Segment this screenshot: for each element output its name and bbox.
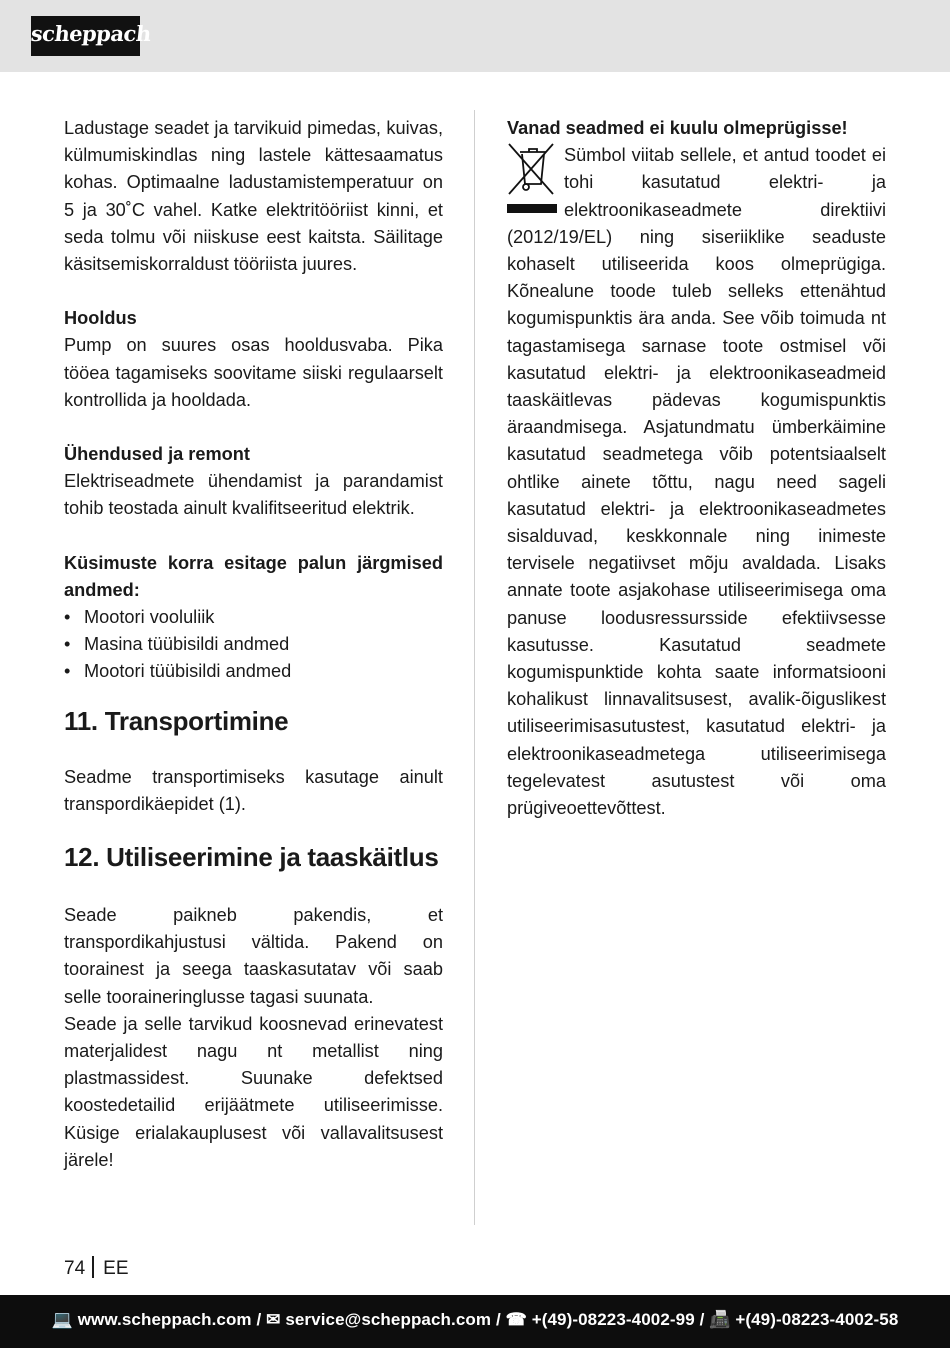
section-11-paragraph: Seadme transportimiseks kasutage ainult transpordikäepidet (1). — [64, 766, 443, 814]
section-12-paragraph-1: Seade paikneb pakendis, et transpordikahjustusi vältida. Pakend on toorainest ja seega taaskasutatav või saab selle tooraineringlusse tagasi suunata. — [64, 905, 443, 1007]
list-item: • Mootori vooluliik — [64, 604, 443, 631]
left-column — [64, 115, 443, 1174]
maintenance-heading: Hooldus — [64, 308, 137, 329]
questions-heading: Küsimuste korra esitage palun järgmised andmed: — [64, 552, 443, 600]
phone-number: +(49)-08223-4002-99 — [531, 1310, 695, 1329]
page-number — [64, 1256, 129, 1281]
column-divider — [474, 110, 475, 1225]
scheppach-logo — [29, 16, 153, 56]
weee-heading: Vanad seadmed ei kuulu olmeprügisse! — [507, 118, 848, 138]
storage-paragraph: Ladustage seadet ja tarvikuid pimedas, kuivas, külmumiskindlas ning lastele kättesaamatus kohas. Optimaalne ladustamistemperatuur on 5 ja 30˚C vahel. Katke elektritööriist kinni, et seda tolmu või niiskuse eest kaitsta. Säilitage käsitsemiskorraldust tööriista juures. — [64, 118, 443, 275]
envelope-icon: ✉ — [266, 1310, 281, 1329]
footer-separator: / — [495, 1310, 501, 1329]
page-language: EE — [103, 1258, 129, 1279]
maintenance-paragraph: Pump on suures osas hooldusvaba. Pika tööea tagamiseks soovitame siiski regulaarselt kontrollida ja hooldada. — [64, 335, 443, 410]
footer-separator: / — [256, 1310, 262, 1329]
fax-number: +(49)-08223-4002-58 — [735, 1310, 899, 1329]
page-number-value: 74 — [64, 1258, 86, 1279]
section-11-title: 11. Transportimine — [64, 705, 289, 736]
footer-contact — [0, 1310, 950, 1330]
right-column — [507, 115, 886, 822]
telephone-icon: ☎ — [505, 1310, 527, 1329]
footer-band — [0, 1295, 950, 1348]
computer-icon: 💻 — [51, 1310, 73, 1329]
header-band — [0, 0, 950, 72]
section-12-paragraph-2: Seade ja selle tarvikud koosnevad erinevatest materjalidest nagu nt metallist ning plastmassidest. Suunake defektsed koostedetailid erijäätmete utiliseerimisse. Küsige erialakauplusest või vallavalitsusest järele! — [64, 1013, 443, 1170]
questions-list — [64, 604, 443, 686]
fax-icon: 📠 — [709, 1310, 731, 1329]
connections-heading: Ühendused ja remont — [64, 444, 250, 465]
connections-paragraph: Elektriseadmete ühendamist ja parandamist tohib teostada ainult kvalifitseeritud elektrik. — [64, 471, 443, 519]
email-link[interactable]: service@scheppach.com — [285, 1310, 492, 1329]
website-link[interactable]: www.scheppach.com — [77, 1310, 252, 1329]
crossed-out-wheelie-bin-icon — [507, 142, 557, 218]
footer-separator: / — [699, 1310, 705, 1329]
weee-block — [507, 142, 886, 822]
weee-paragraph: Sümbol viitab sellele, et antud toodet ei tohi kasutatud elektri- ja elektroonikaseadmete direktiivi (2012/19/EL) ning siseriiklike seaduste kohaselt utiliseerida koos olmeprügiga. Kõnealune toode tuleb selleks ettenähtud kogumispunktis ära anda. See võib toimuda nt tagastamisega sarnase toote ostmisel või kasutatud elektri- ja elektroonikaseadmeid taaskäitlevas pädevas kogumispunktis äraandmisega. Asjatundmatu ümberkäimine kasutatud seadmetega võib potentsiaalselt ohtlike ainete tõttu, nagu need sageli kasutatud elektri- ja elektroonikaseadmetes sisalduvad, keskkonnale ning inimeste tervisele negatiivset mõju avaldada. Lisaks annate toote asjakohase utiliseerimisega oma panuse loodusressursside efektiivsesse kasutusse. Kasutatud seadmete kogumispunktide kohta saate informatsiooni kohalikust linnavalitsusest, avalik-õiguslikest utiliseerimisasutustest, kasutatud elektri- ja elektroonikaseadmetega utiliseerimisega tegelevatest asutustest või oma prügiveoettevõttest. — [507, 145, 886, 819]
list-item: • Masina tüübisildi andmed — [64, 631, 443, 658]
section-12-title: 12. Utiliseerimine ja taaskäitlus — [64, 842, 439, 873]
list-item: • Mootori tüübisildi andmed — [64, 658, 443, 685]
logo-text: scheppach — [29, 21, 153, 46]
